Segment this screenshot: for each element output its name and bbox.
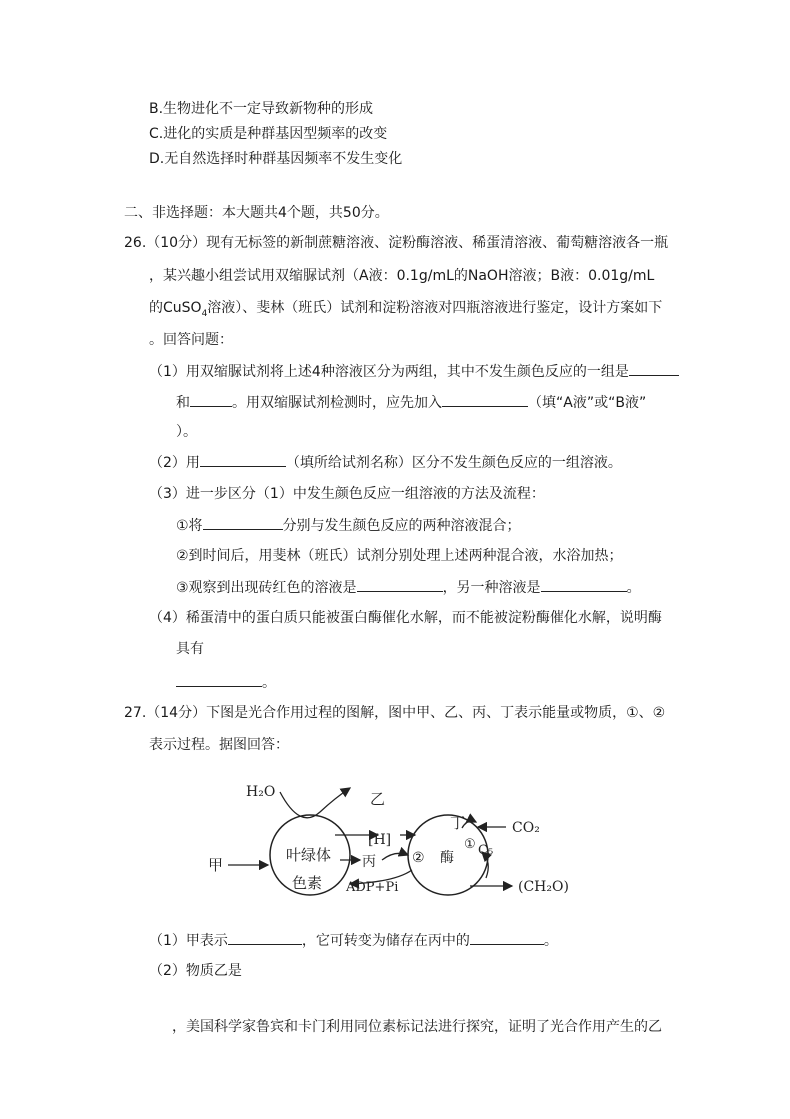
label-step1: ① bbox=[464, 837, 476, 852]
photosynthesis-diagram bbox=[200, 770, 590, 910]
label-c5: C₅ bbox=[478, 843, 494, 858]
label-yi: 乙 bbox=[370, 790, 386, 808]
q26-part3: （3）进一步区分（1）中发生颜色反应一组溶液的方法及流程： bbox=[149, 486, 545, 502]
answer-blank bbox=[190, 392, 232, 407]
option-d: D.无自然选择时种群基因频率不发生变化 bbox=[149, 151, 403, 167]
answer-blank bbox=[176, 672, 262, 687]
answer-blank bbox=[200, 452, 286, 467]
label-enzyme: 酶 bbox=[440, 850, 454, 866]
section-title: 二、非选择题：本大题共4个题，共50分。 bbox=[124, 205, 389, 221]
q26-part1: （1）用双缩脲试剂将上述4种溶液区分为两组，其中不发生颜色反应的一组是 bbox=[149, 361, 679, 382]
q27-part1: （1）甲表示 ，它可转变为储存在丙中的 。 bbox=[149, 930, 558, 951]
q26-step3: ③观察到出现砖红色的溶液是 ，另一种溶液是 。 bbox=[176, 577, 641, 598]
answer-blank bbox=[541, 577, 627, 592]
q26-line4: 。回答问题： bbox=[149, 332, 233, 348]
q26-line1: 26.（10分）现有无标签的新制蔗糖溶液、淀粉酶溶液、稀蛋清溶液、葡萄糖溶液各一瓶 bbox=[124, 235, 669, 251]
label-ding: 丁 bbox=[450, 814, 466, 832]
q27-line2: 表示过程。据图回答： bbox=[149, 737, 289, 753]
q26-part4: （4）稀蛋清中的蛋白质只能被蛋白酶催化水解，而不能被淀粉酶催化水解，说明酶 bbox=[149, 610, 662, 626]
q26-part1-cont: 和 。用双缩脲试剂检测时，应先加入 （填“A液”或“B液” bbox=[176, 392, 646, 413]
label-chloroplast: 叶绿体 bbox=[286, 846, 332, 864]
answer-blank bbox=[357, 577, 443, 592]
q26-part2: （2）用 （填所给试剂名称）区分不发生颜色反应的一组溶液。 bbox=[149, 452, 622, 473]
q26-line3: 的CuSO$_4$溶液）、斐林（班氏）试剂和淀粉溶液对四瓶溶液进行鉴定，设计方案如下 bbox=[149, 300, 663, 319]
label-pigment: 色素 bbox=[292, 874, 323, 892]
answer-blank bbox=[470, 930, 544, 945]
option-c: C.进化的实质是种群基因型频率的改变 bbox=[149, 126, 388, 142]
label-h2o: H₂O bbox=[246, 784, 276, 800]
q27-line1: 27.（14分）下图是光合作用过程的图解，图中甲、乙、丙、丁表示能量或物质，①、② bbox=[124, 705, 666, 721]
label-h: [H] bbox=[368, 832, 392, 848]
q26-part4-cont: 具有 bbox=[176, 641, 204, 657]
q26-step2: ②到时间后，用斐林（班氏）试剂分别处理上述两种混合液，水浴加热； bbox=[176, 548, 623, 564]
q26-part4-answer: 。 bbox=[176, 672, 276, 693]
answer-blank bbox=[442, 392, 528, 407]
q26-line2: ，某兴趣小组尝试用双缩脲试剂（A液：0.1g/mL的NaOH溶液；B液：0.01g/mL bbox=[149, 268, 655, 284]
label-jia: 甲 bbox=[208, 856, 224, 874]
label-ch2o: (CH₂O) bbox=[518, 879, 569, 895]
q26-step1: ①将 分别与发生颜色反应的两种溶液混合； bbox=[176, 515, 521, 536]
option-b: B.生物进化不一定导致新物种的形成 bbox=[149, 101, 374, 117]
q27-part2-cont: ，美国科学家鲁宾和卡门利用同位素标记法进行探究，证明了光合作用产生的乙 bbox=[172, 1019, 662, 1035]
answer-blank bbox=[629, 361, 679, 376]
answer-blank bbox=[203, 515, 283, 530]
label-adp: ADP+Pi bbox=[346, 880, 399, 895]
q26-part1-end: ）。 bbox=[176, 424, 197, 440]
q27-part2: （2）物质乙是 bbox=[149, 963, 242, 979]
label-co2: CO₂ bbox=[512, 820, 540, 836]
label-bing: 丙 bbox=[362, 854, 376, 870]
label-step2: ② bbox=[412, 850, 425, 866]
answer-blank bbox=[228, 930, 302, 945]
